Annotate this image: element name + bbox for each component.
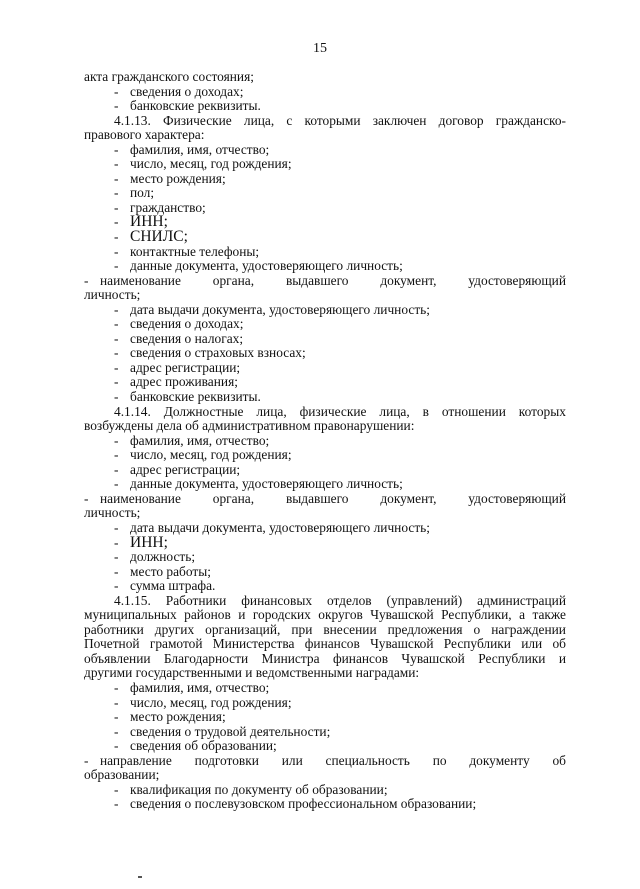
list-dash: - (114, 549, 119, 565)
line-text (84, 608, 566, 623)
list-dash: - (114, 359, 119, 375)
list-item (84, 710, 566, 725)
list-item (84, 346, 566, 361)
word: Чувашской (370, 607, 434, 623)
list-dash: - (114, 534, 119, 550)
line-text: фамилия, имя, отчество; (130, 679, 270, 695)
line-text: число, месяц, год рождения; (130, 694, 292, 710)
word: грамотой (149, 636, 203, 652)
word: предложения (387, 621, 463, 637)
line-text: акта гражданского состояния; (84, 69, 254, 84)
text-line (84, 419, 566, 434)
list-item (84, 696, 566, 711)
list-dash: - (114, 461, 119, 477)
line-text: сведения о послевузовском профессиональном образовании; (130, 796, 477, 812)
list-item (84, 434, 566, 449)
word: а (519, 607, 526, 623)
list-dash: - (114, 578, 119, 594)
line-text: возбуждены дела об административном правонарушении: (84, 418, 415, 434)
line-text (100, 274, 566, 289)
line-text (84, 652, 566, 667)
word: договор (438, 112, 484, 128)
word: финансов (304, 636, 360, 652)
list-dash: - (114, 258, 119, 274)
text-line (84, 70, 566, 85)
list-dash: - (114, 432, 119, 448)
word: документ, (380, 272, 437, 288)
word: специальность (325, 752, 410, 768)
list-dash: - (84, 490, 89, 506)
list-dash: - (114, 156, 119, 172)
text-line (84, 768, 566, 783)
word: заключен (372, 112, 427, 128)
text-line (84, 666, 566, 681)
word: Республики (443, 636, 511, 652)
list-item (84, 85, 566, 100)
scan-mark (138, 876, 142, 878)
list-dash: - (84, 752, 89, 768)
line-text: дата выдачи документа, удостоверяющего личность; (130, 519, 430, 535)
line-text (114, 594, 566, 609)
word: организаций, (205, 621, 281, 637)
list-item (84, 274, 566, 289)
list-dash: - (114, 796, 119, 812)
word: удостоверяющий (468, 490, 566, 506)
word: округов (318, 607, 363, 623)
word: органа, (212, 272, 255, 288)
list-item (84, 186, 566, 201)
word: городских (252, 607, 311, 623)
word: выдавшего (285, 272, 349, 288)
word: гражданско- (495, 112, 566, 128)
line-text (114, 405, 566, 420)
word: которых (518, 403, 566, 419)
list-item (84, 99, 566, 114)
list-item (84, 143, 566, 158)
list-item (84, 783, 566, 798)
word: выдавшего (285, 490, 349, 506)
list-dash: - (114, 243, 119, 259)
text-line (84, 128, 566, 143)
list-item (84, 259, 566, 274)
list-item (84, 463, 566, 478)
line-text: банковские реквизиты. (130, 389, 261, 405)
word: отделов (326, 592, 372, 608)
list-item (84, 303, 566, 318)
word: муниципальных (84, 607, 177, 623)
list-dash: - (114, 330, 119, 346)
text-line (84, 288, 566, 303)
word: физические (299, 403, 367, 419)
line-text: контактные телефоны; (130, 243, 260, 259)
list-dash: - (114, 781, 119, 797)
word: Министра (261, 650, 320, 666)
list-item (84, 550, 566, 565)
list-item (84, 361, 566, 376)
word: Чувашской (401, 650, 465, 666)
word: финансов (332, 650, 389, 666)
document-body (84, 70, 566, 812)
line-text: СНИЛС; (130, 228, 188, 246)
text-line (84, 652, 566, 667)
list-dash: - (114, 316, 119, 332)
word: работники (84, 621, 144, 637)
line-text: число, месяц, год рождения; (130, 447, 292, 463)
line-text (100, 492, 566, 507)
list-dash: - (114, 476, 119, 492)
word: которыми (304, 112, 361, 128)
line-text: должность; (130, 549, 196, 565)
text-line (84, 506, 566, 521)
word: других (154, 621, 195, 637)
word: об (552, 752, 566, 768)
word: документ, (380, 490, 437, 506)
list-dash: - (114, 389, 119, 405)
list-item (84, 579, 566, 594)
word: наименование (100, 490, 181, 506)
list-dash: - (114, 185, 119, 201)
list-dash: - (114, 98, 119, 114)
list-dash: - (114, 374, 119, 390)
word: с (286, 112, 293, 128)
list-item (84, 565, 566, 580)
list-dash: - (114, 679, 119, 695)
list-dash: - (114, 694, 119, 710)
list-item (84, 230, 566, 245)
list-item (84, 681, 566, 696)
list-dash: - (114, 214, 119, 230)
word: и (238, 607, 246, 623)
line-text: сведения о налогах; (130, 330, 244, 346)
list-item (84, 375, 566, 390)
list-item (84, 477, 566, 492)
word: органа, (212, 490, 255, 506)
paragraph-start (84, 594, 566, 609)
line-text: сведения о трудовой деятельности; (130, 723, 331, 739)
line-text: ИНН; (130, 213, 168, 231)
line-text (100, 754, 566, 769)
line-text: квалификация по документу об образовании; (130, 781, 388, 797)
line-text: личность; (84, 505, 141, 521)
line-text: адрес проживания; (130, 374, 238, 390)
list-item (84, 172, 566, 187)
text-line (84, 623, 566, 638)
list-item (84, 317, 566, 332)
line-text: гражданство; (130, 199, 206, 215)
list-dash: - (114, 345, 119, 361)
line-text: адрес регистрации; (130, 461, 241, 477)
list-item (84, 157, 566, 172)
word: Благодарности (163, 650, 249, 666)
word: 4.1.15. (114, 592, 151, 608)
line-text: другими государственными и ведомственными наградами: (84, 665, 420, 681)
word: районов (184, 607, 231, 623)
list-dash: - (114, 563, 119, 579)
text-line (84, 637, 566, 652)
list-item (84, 797, 566, 812)
word: 4.1.14. (114, 403, 151, 419)
line-text (84, 637, 566, 652)
word: лица, (243, 112, 275, 128)
list-dash: - (114, 738, 119, 754)
paragraph-start (84, 405, 566, 420)
word: отношении (441, 403, 506, 419)
list-item (84, 492, 566, 507)
word: Почетной (84, 636, 140, 652)
line-text: сумма штрафа. (130, 578, 216, 594)
word: при (291, 621, 313, 637)
list-item (84, 754, 566, 769)
line-text: фамилия, имя, отчество; (130, 432, 270, 448)
word: Министерства (212, 636, 295, 652)
word: об (552, 636, 566, 652)
line-text: пол; (130, 185, 155, 201)
line-text: место рождения; (130, 170, 226, 186)
word: лица, (256, 403, 287, 419)
list-dash: - (114, 723, 119, 739)
line-text: место работы; (130, 563, 211, 579)
word: финансовых (241, 592, 313, 608)
line-text: данные документа, удостоверяющего личность; (130, 476, 403, 492)
line-text: адрес регистрации; (130, 359, 241, 375)
word: (управлений) (386, 592, 463, 608)
list-item (84, 533, 566, 551)
line-text: данные документа, удостоверяющего личность; (130, 258, 403, 274)
page-number: 15 (313, 41, 327, 56)
line-text: сведения о доходах; (130, 316, 244, 332)
word: лица, (379, 403, 410, 419)
word: внесении (323, 621, 377, 637)
word: награждении (491, 621, 566, 637)
line-text: фамилия, имя, отчество; (130, 141, 270, 157)
word: администраций (477, 592, 566, 608)
list-dash: - (114, 141, 119, 157)
list-dash: - (114, 83, 119, 99)
word: Республики (478, 650, 546, 666)
word: объявлении (84, 650, 151, 666)
list-dash: - (114, 519, 119, 535)
word: Работники (165, 592, 227, 608)
line-text: место рождения; (130, 709, 226, 725)
word: или (281, 752, 303, 768)
line-text: число, месяц, год рождения; (130, 156, 292, 172)
line-text: ИНН; (130, 533, 168, 551)
word: Республики, (441, 607, 512, 623)
word: подготовки (194, 752, 259, 768)
list-dash: - (114, 301, 119, 317)
word: Чувашской (370, 636, 434, 652)
line-text: сведения о доходах; (130, 83, 244, 99)
word: Физические (162, 112, 232, 128)
line-text (84, 623, 566, 638)
word: по (432, 752, 447, 768)
line-text: образовании; (84, 767, 160, 783)
word: удостоверяющий (468, 272, 566, 288)
list-item (84, 725, 566, 740)
word: и (558, 650, 566, 666)
word: также (532, 607, 566, 623)
list-item (84, 245, 566, 260)
line-text: банковские реквизиты. (130, 98, 261, 114)
line-text: дата выдачи документа, удостоверяющего личность; (130, 301, 430, 317)
word: в (422, 403, 429, 419)
list-dash: - (114, 229, 119, 245)
paragraph-start (84, 114, 566, 129)
line-text: личность; (84, 287, 141, 303)
word: 4.1.13. (114, 112, 151, 128)
line-text: сведения об образовании; (130, 738, 277, 754)
list-dash: - (114, 199, 119, 215)
line-text: сведения о страховых взносах; (130, 345, 306, 361)
word: Должностные (163, 403, 244, 419)
word: документу (469, 752, 530, 768)
text-line (84, 608, 566, 623)
word: о (473, 621, 481, 637)
list-item (84, 390, 566, 405)
word: направление (100, 752, 172, 768)
list-item (84, 332, 566, 347)
line-text: правового характера: (84, 127, 205, 143)
list-dash: - (114, 447, 119, 463)
list-dash: - (114, 709, 119, 725)
list-dash: - (84, 272, 89, 288)
list-item (84, 739, 566, 754)
list-item (84, 448, 566, 463)
word: или (521, 636, 543, 652)
list-dash: - (114, 170, 119, 186)
word: наименование (100, 272, 181, 288)
line-text (114, 114, 566, 129)
